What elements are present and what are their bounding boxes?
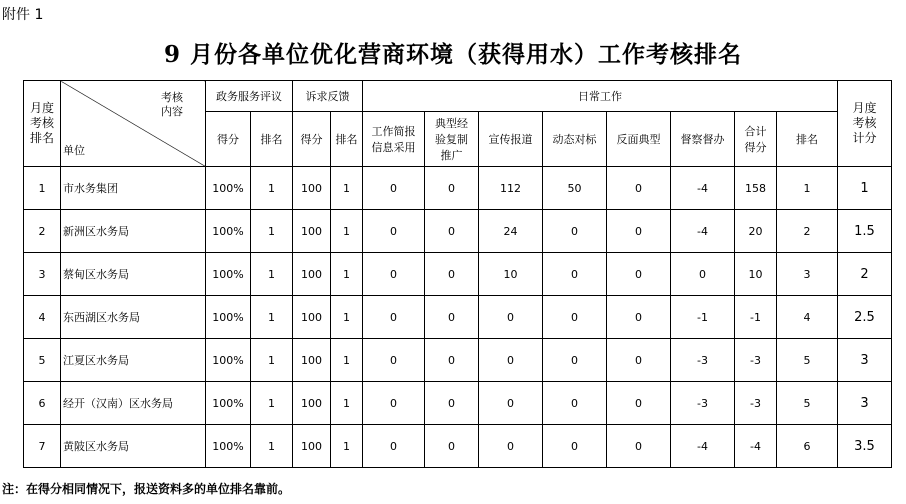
cell-typical: 0	[425, 167, 479, 210]
cell-month-score: 1	[838, 167, 892, 210]
briefing-header	[363, 112, 425, 167]
ranking-table	[23, 80, 892, 468]
cell-publicity: 24	[479, 210, 543, 253]
cell-publicity: 10	[479, 253, 543, 296]
attachment-label: 附件 1	[2, 7, 44, 23]
cell-publicity: 0	[479, 425, 543, 468]
cell-briefing: 0	[363, 167, 425, 210]
cell-complaint-rank: 1	[331, 253, 363, 296]
cell-gov-rank: 1	[251, 296, 293, 339]
cell-month-score: 3.5	[838, 425, 892, 468]
cell-total: -3	[735, 382, 777, 425]
header-text: 合计	[744, 125, 767, 138]
cell-negative: 0	[607, 253, 671, 296]
header-text: 月度	[852, 101, 877, 115]
cell-total: 158	[735, 167, 777, 210]
benchmark-header: 动态对标	[543, 112, 607, 167]
header-text: 排名	[29, 131, 54, 145]
cell-daily-rank: 2	[777, 210, 838, 253]
cell-rank: 4	[24, 296, 61, 339]
cell-supervision: 0	[671, 253, 735, 296]
daily-rank-header: 排名	[777, 112, 838, 167]
cell-briefing: 0	[363, 425, 425, 468]
supervision-header: 督察督办	[671, 112, 735, 167]
cell-gov-score: 100%	[206, 253, 251, 296]
cell-complaint-rank: 1	[331, 339, 363, 382]
cell-unit: 江夏区水务局	[61, 339, 206, 382]
cell-complaint-score: 100	[293, 382, 331, 425]
cell-benchmark: 0	[543, 253, 607, 296]
cell-publicity: 0	[479, 339, 543, 382]
cell-complaint-rank: 1	[331, 382, 363, 425]
cell-gov-score: 100%	[206, 425, 251, 468]
page-title: 9 月份各单位优化营商环境（获得用水）工作考核排名	[163, 41, 742, 68]
cell-benchmark: 50	[543, 167, 607, 210]
header-text: 验复制	[435, 133, 468, 146]
header-text: 得分	[744, 141, 767, 154]
table-row	[24, 382, 892, 425]
table-row	[24, 296, 892, 339]
cell-negative: 0	[607, 339, 671, 382]
cell-daily-rank: 6	[777, 425, 838, 468]
complaint-header: 诉求反馈	[293, 81, 363, 112]
cell-supervision: -1	[671, 296, 735, 339]
daily-work-header: 日常工作	[363, 81, 838, 112]
cell-benchmark: 0	[543, 382, 607, 425]
cell-typical: 0	[425, 253, 479, 296]
cell-typical: 0	[425, 296, 479, 339]
cell-briefing: 0	[363, 296, 425, 339]
total-header	[735, 112, 777, 167]
cell-complaint-score: 100	[293, 253, 331, 296]
cell-rank: 3	[24, 253, 61, 296]
cell-unit: 新洲区水务局	[61, 210, 206, 253]
cell-month-score: 3	[838, 339, 892, 382]
cell-complaint-rank: 1	[331, 296, 363, 339]
cell-supervision: -4	[671, 167, 735, 210]
cell-gov-score: 100%	[206, 210, 251, 253]
cell-benchmark: 0	[543, 210, 607, 253]
cell-negative: 0	[607, 210, 671, 253]
cell-complaint-score: 100	[293, 210, 331, 253]
cell-complaint-score: 100	[293, 425, 331, 468]
header-text: 考核	[29, 116, 54, 130]
header-row-1	[24, 81, 892, 112]
cell-supervision: -3	[671, 382, 735, 425]
cell-complaint-rank: 1	[331, 210, 363, 253]
cell-gov-score: 100%	[206, 296, 251, 339]
cell-daily-rank: 5	[777, 339, 838, 382]
diagonal-header-cell	[61, 81, 206, 167]
cell-negative: 0	[607, 425, 671, 468]
cell-gov-rank: 1	[251, 253, 293, 296]
table-row	[24, 167, 892, 210]
gov-rank-header: 排名	[251, 112, 293, 167]
table-row	[24, 210, 892, 253]
complaint-rank-header: 排名	[331, 112, 363, 167]
cell-publicity: 0	[479, 382, 543, 425]
cell-daily-rank: 5	[777, 382, 838, 425]
cell-supervision: -4	[671, 425, 735, 468]
cell-unit: 蔡甸区水务局	[61, 253, 206, 296]
gov-service-header: 政务服务评议	[206, 81, 293, 112]
cell-unit: 东西湖区水务局	[61, 296, 206, 339]
cell-publicity: 112	[479, 167, 543, 210]
cell-month-score: 2	[838, 253, 892, 296]
cell-gov-rank: 1	[251, 382, 293, 425]
header-text: 信息采用	[371, 141, 416, 154]
cell-gov-rank: 1	[251, 210, 293, 253]
table-row	[24, 339, 892, 382]
cell-total: -1	[735, 296, 777, 339]
cell-month-score: 1.5	[838, 210, 892, 253]
cell-gov-score: 100%	[206, 167, 251, 210]
month-score-header	[838, 81, 892, 167]
cell-gov-rank: 1	[251, 425, 293, 468]
cell-total: -4	[735, 425, 777, 468]
cell-typical: 0	[425, 210, 479, 253]
typical-header	[425, 112, 479, 167]
cell-rank: 5	[24, 339, 61, 382]
cell-complaint-score: 100	[293, 167, 331, 210]
cell-daily-rank: 1	[777, 167, 838, 210]
cell-month-score: 3	[838, 382, 892, 425]
cell-briefing: 0	[363, 339, 425, 382]
negative-header: 反面典型	[607, 112, 671, 167]
cell-negative: 0	[607, 296, 671, 339]
cell-rank: 6	[24, 382, 61, 425]
cell-gov-score: 100%	[206, 339, 251, 382]
table-row	[24, 253, 892, 296]
cell-benchmark: 0	[543, 425, 607, 468]
cell-total: 10	[735, 253, 777, 296]
cell-month-score: 2.5	[838, 296, 892, 339]
cell-complaint-rank: 1	[331, 425, 363, 468]
cell-unit: 市水务集团	[61, 167, 206, 210]
cell-briefing: 0	[363, 210, 425, 253]
cell-unit: 经开（汉南）区水务局	[61, 382, 206, 425]
cell-benchmark: 0	[543, 339, 607, 382]
cell-negative: 0	[607, 167, 671, 210]
month-rank-header	[24, 81, 61, 167]
header-text: 月度	[29, 101, 54, 115]
footnote: 注：在得分相同情况下，报送资料多的单位排名靠前。	[2, 482, 291, 496]
cell-daily-rank: 4	[777, 296, 838, 339]
cell-rank: 2	[24, 210, 61, 253]
header-text: 工作简报	[371, 125, 416, 138]
cell-rank: 7	[24, 425, 61, 468]
diag-unit-text: 单位	[63, 144, 85, 157]
cell-supervision: -3	[671, 339, 735, 382]
cell-gov-rank: 1	[251, 167, 293, 210]
cell-complaint-score: 100	[293, 296, 331, 339]
gov-score-header: 得分	[206, 112, 251, 167]
complaint-score-header: 得分	[293, 112, 331, 167]
cell-briefing: 0	[363, 253, 425, 296]
cell-daily-rank: 3	[777, 253, 838, 296]
cell-total: 20	[735, 210, 777, 253]
header-text: 典型经	[435, 117, 468, 130]
cell-gov-score: 100%	[206, 382, 251, 425]
cell-briefing: 0	[363, 382, 425, 425]
cell-benchmark: 0	[543, 296, 607, 339]
publicity-header: 宣传报道	[479, 112, 543, 167]
cell-supervision: -4	[671, 210, 735, 253]
diag-content-text: 考核	[161, 91, 183, 104]
cell-typical: 0	[425, 382, 479, 425]
header-text: 推广	[440, 149, 463, 162]
cell-total: -3	[735, 339, 777, 382]
diag-content-text: 内容	[161, 105, 183, 118]
cell-unit: 黄陂区水务局	[61, 425, 206, 468]
header-text: 计分	[852, 131, 877, 145]
cell-complaint-rank: 1	[331, 167, 363, 210]
cell-complaint-score: 100	[293, 339, 331, 382]
header-text: 考核	[852, 116, 877, 130]
cell-publicity: 0	[479, 296, 543, 339]
cell-typical: 0	[425, 425, 479, 468]
cell-gov-rank: 1	[251, 339, 293, 382]
cell-negative: 0	[607, 382, 671, 425]
table-row	[24, 425, 892, 468]
cell-typical: 0	[425, 339, 479, 382]
cell-rank: 1	[24, 167, 61, 210]
